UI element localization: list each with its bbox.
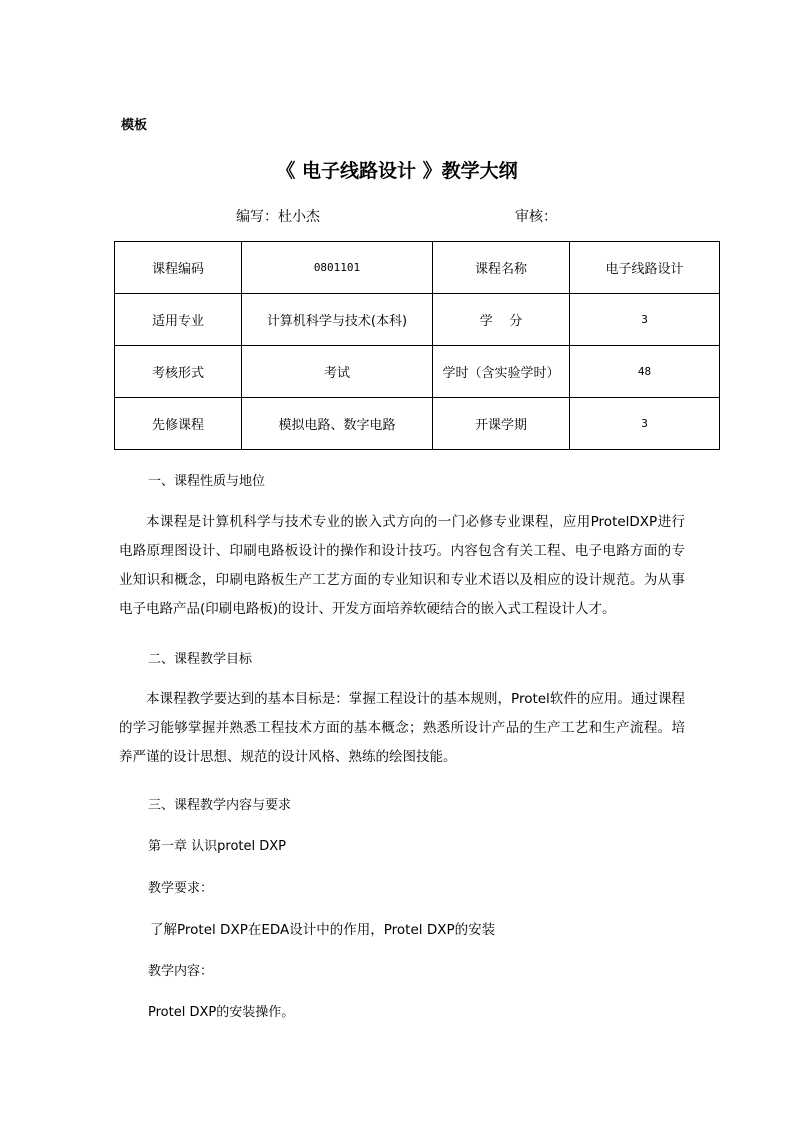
chapter-1-title: 第一章 认识protel DXP (148, 839, 286, 854)
major-label: 适用专业 (115, 294, 242, 346)
course-info-table (114, 241, 720, 450)
teaching-requirements-label: 教学要求： (148, 881, 214, 896)
hours-value: 48 (570, 346, 720, 398)
table-row (115, 398, 720, 450)
course-code-value: 0801101 (242, 242, 433, 294)
teaching-content-label: 教学内容： (148, 964, 214, 979)
credits-value: 3 (570, 294, 720, 346)
section-1-paragraph: 本课程是计算机科学与技术专业的嵌入式方向的一门必修专业课程，应用ProtelDXP进行电路原理图设计、印刷电路板设计的操作和设计技巧。内容包含有关工程、电子电路方面的专业知识和概念，印刷电路板生产工艺方面的专业知识和专业术语以及相应的设计规范。为从事电子电路产品(印刷电路板)的设计、开发方面培养软硬结合的嵌入式工程设计人才。 (119, 514, 685, 617)
semester-label: 开课学期 (433, 398, 570, 450)
assessment-label: 考核形式 (115, 346, 242, 398)
prerequisite-label: 先修课程 (115, 398, 242, 450)
prerequisite-value: 模拟电路、数字电路 (242, 398, 433, 450)
table-row (115, 242, 720, 294)
course-name-label: 课程名称 (433, 242, 570, 294)
course-name-value: 电子线路设计 (570, 242, 720, 294)
course-code-label: 课程编码 (115, 242, 242, 294)
section-2-paragraph: 本课程教学要达到的基本目标是：掌握工程设计的基本规则，Protel软件的应用。通过课程的学习能够掌握并熟悉工程技术方面的基本概念；熟悉所设计产品的生产工艺和生产流程。培养严谨的设计思想、规范的设计风格、熟练的绘图技能。 (119, 691, 685, 765)
section-3-heading: 三、课程教学内容与要求 (148, 798, 292, 813)
section-1-heading: 一、课程性质与地位 (148, 474, 266, 489)
table-row (115, 294, 720, 346)
credits-label: 学 分 (433, 294, 570, 346)
reviewer-label: 审核： (515, 209, 557, 225)
document-title: 《 电子线路设计 》教学大纲 (276, 160, 518, 182)
template-label: 模板 (121, 118, 148, 133)
hours-label: 学时（含实验学时） (433, 346, 570, 398)
table-row (115, 346, 720, 398)
author-label: 编写：杜小杰 (236, 209, 320, 225)
section-2-heading: 二、课程教学目标 (148, 652, 253, 667)
teaching-content-text: Protel DXP的安装操作。 (148, 1005, 295, 1020)
semester-value: 3 (570, 398, 720, 450)
teaching-requirements-text: 了解Protel DXP在EDA设计中的作用，Protel DXP的安装 (150, 922, 496, 938)
major-value: 计算机科学与技术(本科) (242, 294, 433, 346)
assessment-value: 考试 (242, 346, 433, 398)
